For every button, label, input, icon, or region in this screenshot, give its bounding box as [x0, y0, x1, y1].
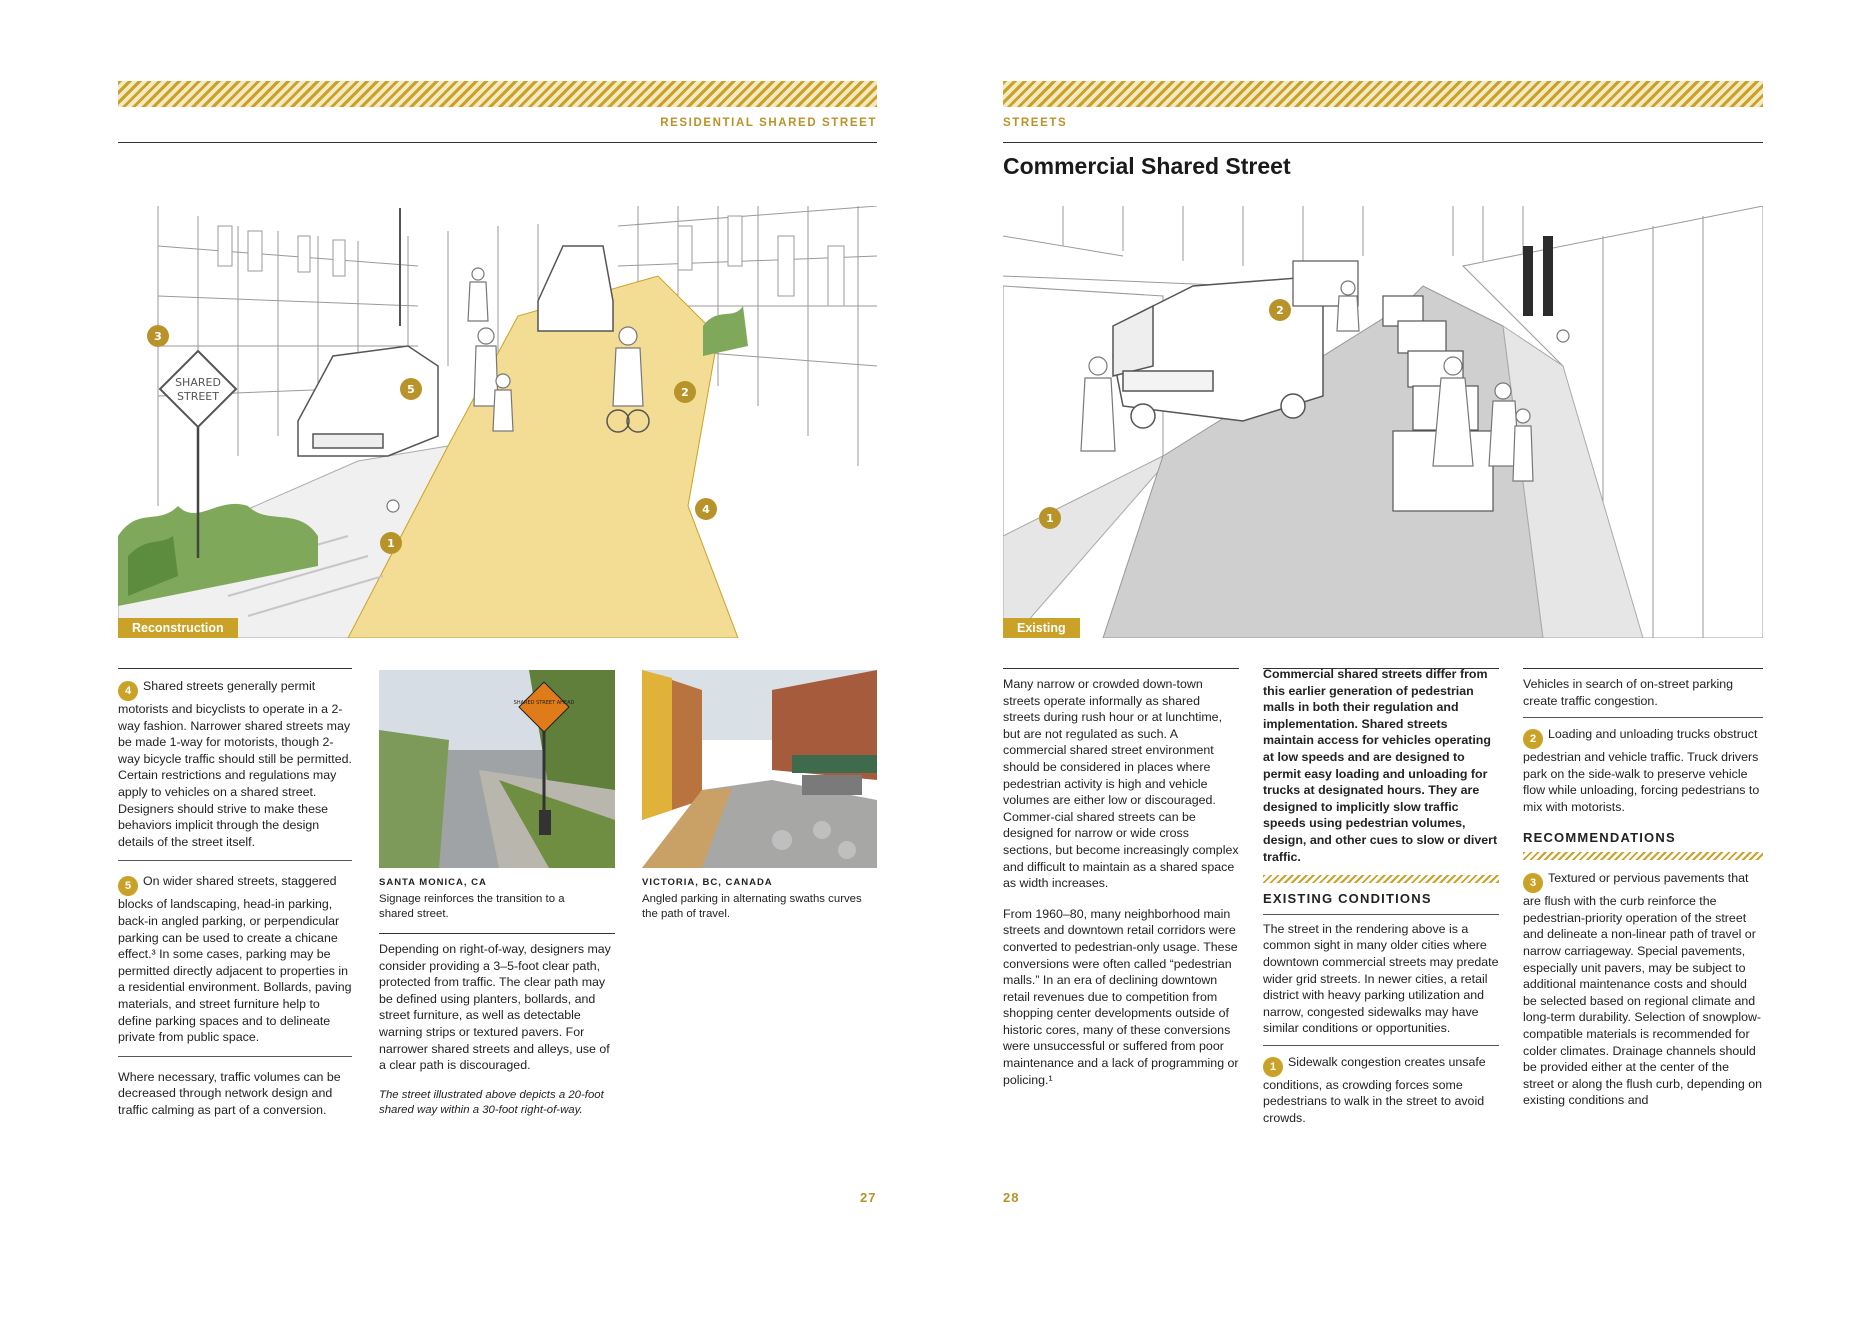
left-p1 [118, 678, 352, 850]
callout-4: 4 [702, 503, 710, 516]
header-hatch-band [1003, 81, 1763, 107]
illustration-tag-existing: Existing [1003, 618, 1080, 638]
page-title: Commercial Shared Street [1003, 153, 1291, 179]
col3-rule [1523, 668, 1763, 669]
photo1-location: SANTA MONICA, CA [379, 877, 487, 888]
left-col2 [379, 941, 615, 1132]
sign-text-line1: SHARED [175, 376, 221, 389]
right-col2 [1263, 666, 1499, 1141]
right-col3-p2-text: Loading and unloading trucks obstruct pedestrian and vehicle traffic. Truck drivers park on the side-walk to preserve vehicle flow while unloading, forcing pedestrians to mix with motorists. [1523, 727, 1760, 814]
col1-divider-2 [118, 1056, 352, 1057]
right-col2-p3-text: Sidewalk congestion creates unsafe conditions, as crowding forces some pedestrians to walk in the street to avoid crowds. [1263, 1054, 1486, 1126]
photo1-caption: Signage reinforces the transition to a shared street. [379, 893, 565, 920]
photo2-location: VICTORIA, BC, CANADA [642, 877, 773, 888]
badge-2: 2 [1523, 729, 1543, 749]
right-col2-p2: The street in the rendering above is a common sight in many older cities where downtown commercial streets may predate wider grid streets. In newer cities, a retail district with heavy parking utilization and narrow, congested sidewalks may have similar conditions or opportunities. [1263, 921, 1499, 1036]
right-col3 [1523, 676, 1763, 1123]
right-col3-p3-text: Textured or pervious pavements that are flush with the curb reinforce the pedestrian-priority operation of the street and delineate a non-linear path of travel or narrow carriageway. Special pavements, especially unit pavers, may be subject to additional maintenance costs and should be selected based on regional climate and long-term durability. Selection of snowplow-compatible materials is recommended for colder climates. Drainage channels should be provided either at the center of the street or along the flush curb, depending on existing conditions and [1523, 871, 1763, 1108]
right-col3-p1: Vehicles in search of on-street parking create traffic congestion. [1523, 677, 1734, 708]
gold-divider-2 [1523, 852, 1763, 860]
left-page [0, 0, 935, 1323]
right-col2-p1: Commercial shared streets differ from this earlier generation of pedestrian malls in both their regulation and implementation. Shared streets maintain access for vehicles operating at low speeds and are designed to permit easy loading and unloading for trucks at designated hours. They are designed to implicitly slow traffic speeds using pedestrian volumes, design, and other cues to slow or divert traffic. [1263, 667, 1498, 864]
callout-2: 2 [1276, 304, 1284, 317]
section-head-existing: EXISTING CONDITIONS [1263, 891, 1432, 907]
left-col1 [118, 678, 352, 1132]
reconstruction-illustration [118, 206, 877, 638]
left-p2 [118, 873, 352, 1045]
page-number-27: 27 [860, 1190, 877, 1205]
callout-1: 1 [1046, 512, 1054, 525]
header-rule [1003, 142, 1763, 143]
left-col2-note: The street illustrated above depicts a 20-foot shared way within a 30-foot right-of-way. [379, 1088, 604, 1116]
illustration-tag-reconstruction: Reconstruction [118, 618, 238, 638]
running-head: STREETS [1003, 117, 1068, 129]
sign-text-line2: STREET [177, 390, 219, 403]
right-page [935, 0, 1871, 1323]
callout-2: 2 [681, 386, 689, 399]
header-hatch-band [118, 81, 877, 107]
photo-santa-monica [379, 670, 615, 868]
badge-5: 5 [118, 876, 138, 896]
col1-rule [118, 668, 352, 669]
page-number-28: 28 [1003, 1190, 1020, 1205]
left-col2-p1: Depending on right-of-way, designers may consider providing a 3–5-foot clear path, protected from traffic. The clear path may be defined using planters, bollards, and street furniture, as well as detectable warning strips or textured pavers. For narrower shared streets and alleys, use of a clear path is discouraged. [379, 942, 611, 1073]
col1-divider-1 [118, 860, 352, 861]
right-col1-p2: From 1960–80, many neighborhood main streets and downtown retail corridors were converted to pedestrian-only usage. These conversions were often called “pedestrian malls.” In an era of declining downtown retail revenues due to competition from shopping center developments outside of historic cores, many of these conversions were unsuccessful or suffered from poor maintenance and a lack of programming or policing.¹ [1003, 906, 1239, 1087]
photo-victoria [642, 670, 877, 868]
photo-sign-text: SHARED STREET AHEAD [513, 700, 575, 706]
col2-divider [1263, 1045, 1499, 1046]
existing-illustration [1003, 206, 1763, 638]
col1-rule [1003, 668, 1239, 669]
right-col1 [1003, 676, 1239, 1102]
right-col1-p1: Many narrow or crowded down-town streets operate informally as shared streets during rush hour or at lunchtime, but are not regulated as such. A commercial shared street environment should be considered in places where pedestrian activity is high and vehicle volumes are either low or discouraged. Commer-cial shared streets can be designed for narrow or wide cross sections, but become increasingly complex and difficult to maintain as a shared space as width increases. [1003, 677, 1239, 891]
col2-rule [379, 933, 615, 934]
callout-5: 5 [407, 383, 415, 396]
running-head: RESIDENTIAL SHARED STREET [660, 117, 877, 129]
left-p1-text: Shared streets generally permit motorists and bicyclists to operate in a 2-way fashion. Narrower shared streets may be made 1-way for motorists, though 2-way bicycle traffic should still be permitted. Certain restrictions and regulations may apply to vehicles on a shared street. Designers should strive to make these behaviors implicit through the design details of the street itself. [118, 679, 352, 849]
left-p2-text: On wider shared streets, staggered blocks of landscaping, head-in parking, back-in angled parking, or perpendicular parking can be used to create a chicane effect.³ In some cases, parking may be permitted directly adjacent to properties in a residential environment. Bollards, paving materials, and street furniture help to define parking spaces and to delineate private from public space. [118, 874, 352, 1045]
badge-3: 3 [1523, 873, 1543, 893]
photo2-caption: Angled parking in alternating swaths curves the path of travel. [642, 893, 862, 920]
col3-divider [1523, 717, 1763, 718]
section-head-recommendations: RECOMMENDATIONS [1523, 829, 1676, 845]
badge-4: 4 [118, 681, 138, 701]
right-col2-p3 [1263, 1054, 1499, 1127]
badge-1: 1 [1263, 1057, 1283, 1077]
header-rule [118, 142, 877, 143]
section-rule [1263, 914, 1499, 915]
gold-divider [1263, 875, 1499, 883]
callout-1: 1 [387, 537, 395, 550]
left-p3: Where necessary, traffic volumes can be decreased through network design and traffic calming as part of a conversion. [118, 1069, 341, 1117]
callout-3: 3 [154, 330, 162, 343]
right-col3-p3 [1523, 870, 1763, 1109]
right-col3-p2 [1523, 726, 1763, 815]
